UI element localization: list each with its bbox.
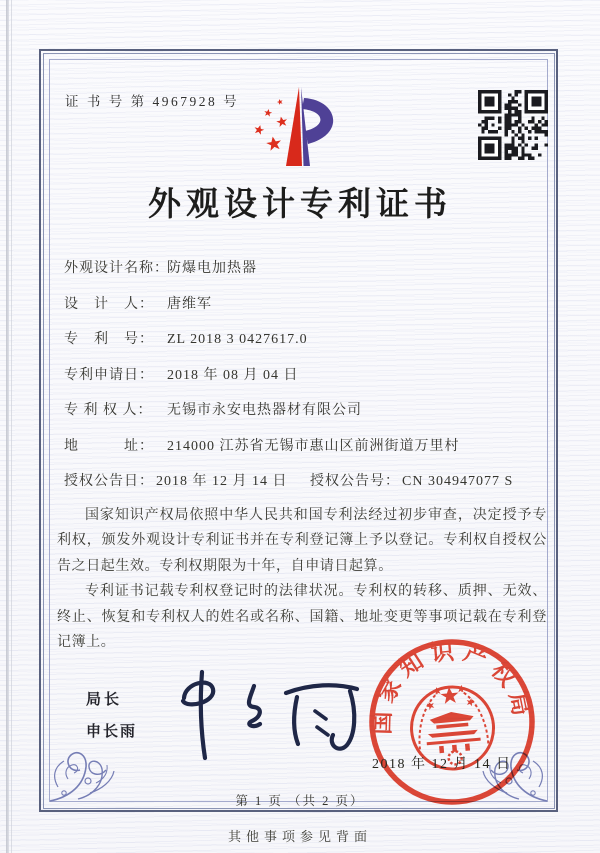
officer-name: 申长雨 — [86, 723, 138, 740]
certificate-title: 外观设计专利证书 — [148, 187, 452, 223]
field-filing-date — [64, 364, 542, 400]
cnipa-logo-icon — [228, 80, 372, 180]
grant-number — [310, 470, 513, 490]
cnipa-seal-icon — [359, 629, 545, 815]
scan-edge — [11, 0, 12, 853]
field-designer — [64, 293, 542, 329]
field-value: 214000 江苏省无锡市惠山区前洲街道万里村 — [167, 438, 460, 454]
seal-agency-text: 国家知识产权局 — [369, 638, 536, 735]
certificate-fields — [64, 257, 542, 506]
field-label: 外观设计名称： — [64, 261, 169, 276]
page-number: 第 1 页 （共 2 页） — [235, 794, 365, 808]
field-label: 专 利 号： — [64, 332, 154, 347]
officer-title: 局长 — [86, 691, 123, 708]
scan-edge — [6, 0, 9, 853]
back-side-note: 其他事项参见背面 — [227, 829, 372, 844]
director-signature-icon — [150, 656, 375, 771]
field-patentee — [64, 399, 542, 435]
field-value: ZL 2018 3 0427617.0 — [167, 332, 308, 347]
field-grant-row — [64, 470, 542, 506]
field-label: 专 利 权 人： — [64, 403, 153, 418]
field-value: 唐维军 — [167, 296, 212, 312]
field-design-name — [64, 257, 542, 293]
qr-code-icon — [478, 90, 548, 160]
certificate-number: 证 书 号 第 4967928 号 — [65, 94, 240, 109]
field-patent-number — [64, 328, 542, 364]
field-label: 专利申请日： — [64, 367, 154, 383]
field-label: 地 址： — [64, 438, 154, 454]
field-address — [64, 435, 542, 471]
field-value: 防爆电加热器 — [167, 261, 257, 276]
field-value: CN 304947077 S — [402, 474, 514, 489]
field-value: 2018 年 12 月 14 日 — [156, 474, 288, 489]
officer-block — [86, 688, 137, 741]
field-label: 授权公告号： — [310, 474, 400, 489]
field-value: 无锡市永安电热器材有限公司 — [167, 403, 362, 418]
grant-date — [64, 474, 288, 489]
legal-paragraph-1: 国家知识产权局依照中华人民共和国专利法经过初步审查，决定授予专利权，颁发外观设计专利证书并在专利登记簿上予以登记。专利权自授权公告之日起生效。专利权期限为十年，自申请日起算。 — [57, 508, 547, 574]
legal-paragraph-2: 专利证书记载专利权登记时的法律状况。专利权的转移、质押、无效、终止、恢复和专利权人的姓名或名称、国籍、地址变更等事项记载在专利登记簿上。 — [57, 584, 547, 651]
field-label: 设 计 人： — [64, 296, 154, 312]
field-label: 授权公告日： — [64, 474, 154, 489]
field-value: 2018 年 08 月 04 日 — [167, 367, 299, 383]
seal-date: 2018 年 12 月 14 日 — [372, 757, 512, 772]
